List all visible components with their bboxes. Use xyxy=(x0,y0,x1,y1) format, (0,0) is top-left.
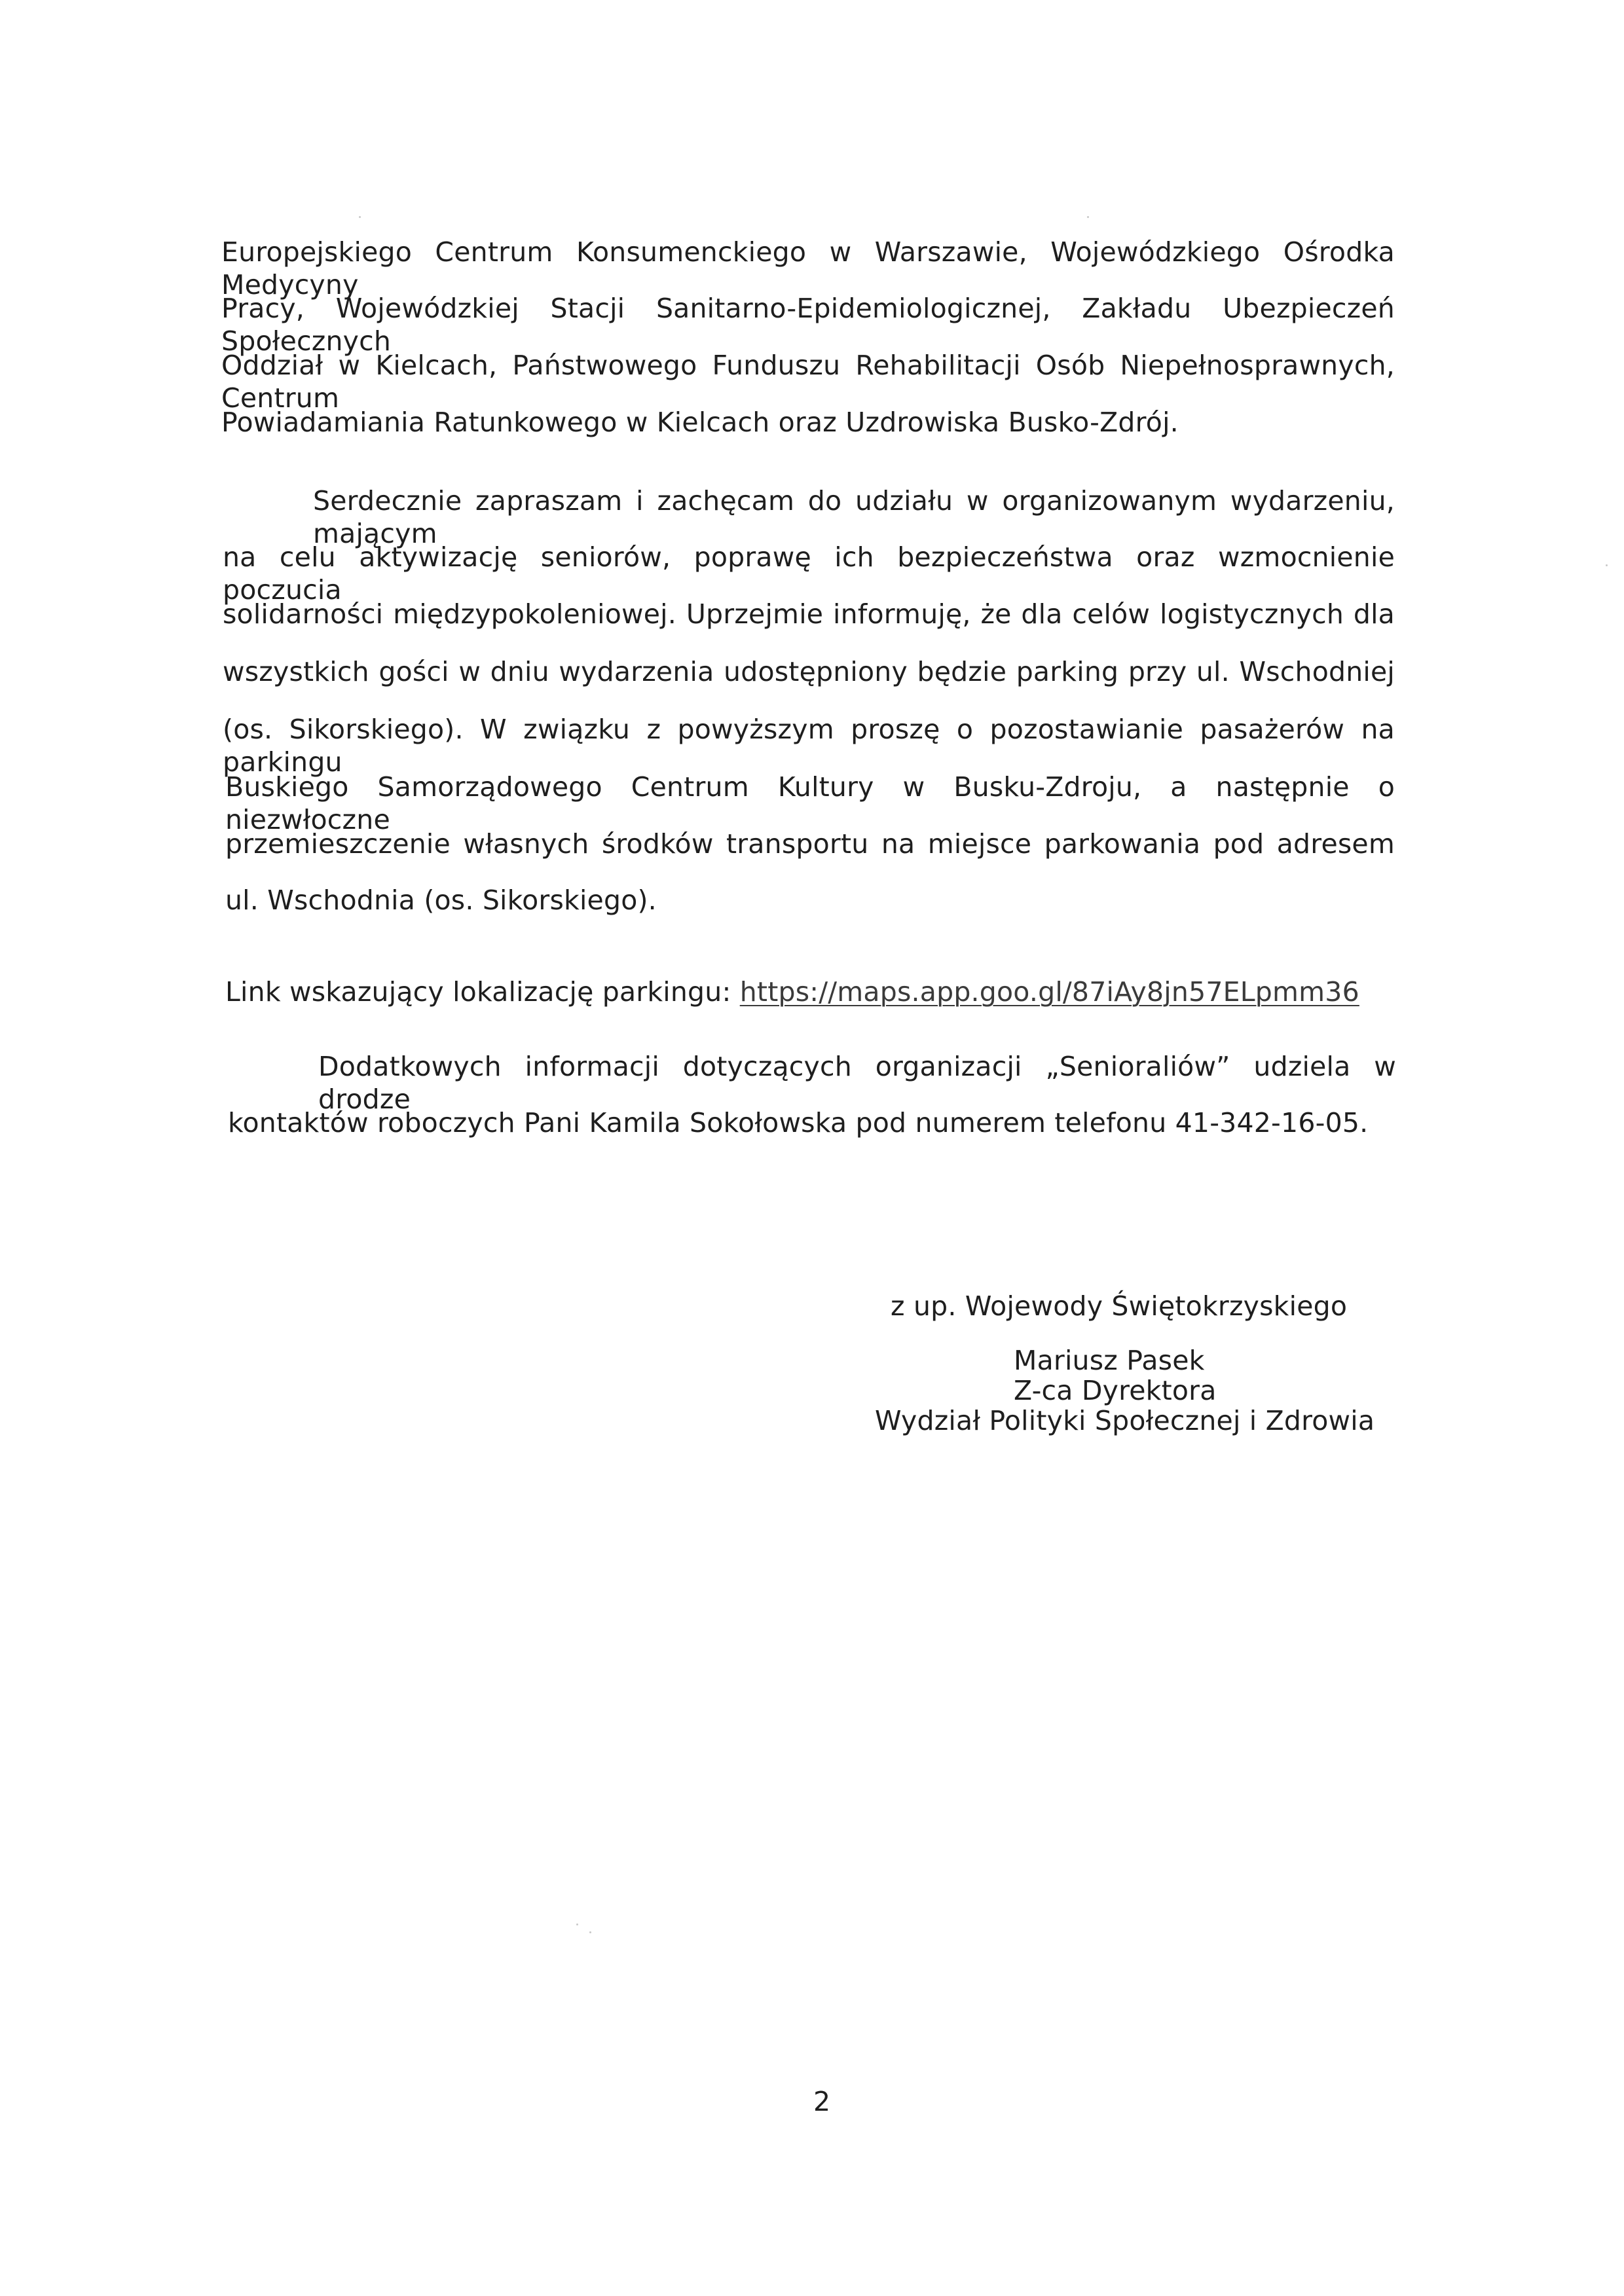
signature-name: Mariusz Pasek xyxy=(1014,1345,1205,1376)
paragraph-1-line-4: Powiadamiania Ratunkowego w Kielcach oraz Uzdrowiska Busko-Zdrój. xyxy=(221,407,1179,438)
scan-speck xyxy=(1087,216,1089,218)
paragraph-1-line-1: Europejskiego Centrum Konsumenckiego w Warszawie, Wojewódzkiego Ośrodka Medycyny xyxy=(221,236,1395,301)
scan-speck xyxy=(1606,564,1608,566)
page-number: 2 xyxy=(813,2086,831,2117)
paragraph-2-line-3: solidarności międzypokoleniowej. Uprzejmie informuję, że dla celów logistycznych dla xyxy=(223,598,1395,630)
paragraph-2-line-7: przemieszczenie własnych środków transportu na miejsce parkowania pod adresem xyxy=(225,828,1395,860)
paragraph-2-line-5: (os. Sikorskiego). W związku z powyższym proszę o pozostawianie pasażerów na parkingu xyxy=(223,714,1395,778)
paragraph-2-line-4: wszystkich gości w dniu wydarzenia udostępniony będzie parking przy ul. Wschodniej xyxy=(223,656,1395,687)
parking-link-label: Link wskazujący lokalizację parkingu: xyxy=(225,976,731,1008)
scan-speck xyxy=(576,1923,578,1925)
paragraph-2-line-2: na celu aktywizację seniorów, poprawę ich bezpieczeństwa oraz wzmocnienie poczucia xyxy=(223,541,1395,606)
paragraph-1-line-3: Oddział w Kielcach, Państwowego Funduszu Rehabilitacji Osób Niepełnosprawnych, Centrum xyxy=(221,350,1395,414)
scan-speck xyxy=(359,216,361,218)
paragraph-3-line-1: Dodatkowych informacji dotyczących organizacji „Senioraliów” udziela w drodze xyxy=(318,1051,1396,1115)
signature-department: Wydział Polityki Społecznej i Zdrowia xyxy=(875,1405,1375,1436)
paragraph-2-line-8: ul. Wschodnia (os. Sikorskiego). xyxy=(225,884,657,916)
parking-link-line xyxy=(225,975,1359,1008)
paragraph-3-line-2: kontaktów roboczych Pani Kamila Sokołowska pod numerem telefonu 41-342-16-05. xyxy=(228,1107,1369,1139)
signature-title: Z-ca Dyrektora xyxy=(1014,1375,1217,1406)
paragraph-2-line-1: Serdecznie zapraszam i zachęcam do udziału w organizowanym wydarzeniu, mającym xyxy=(313,485,1395,549)
parking-map-link[interactable]: https://maps.app.goo.gl/87iAy8jn57ELpmm36 xyxy=(739,976,1359,1008)
scan-speck xyxy=(589,1931,591,1933)
paragraph-2-line-6: Buskiego Samorządowego Centrum Kultury w Busku-Zdroju, a następnie o niezwłoczne xyxy=(225,771,1395,835)
paragraph-1-line-2: Pracy, Wojewódzkiej Stacji Sanitarno-Epidemiologicznej, Zakładu Ubezpieczeń Społecznych xyxy=(221,293,1395,357)
signature-on-behalf: z up. Wojewody Świętokrzyskiego xyxy=(891,1290,1348,1322)
